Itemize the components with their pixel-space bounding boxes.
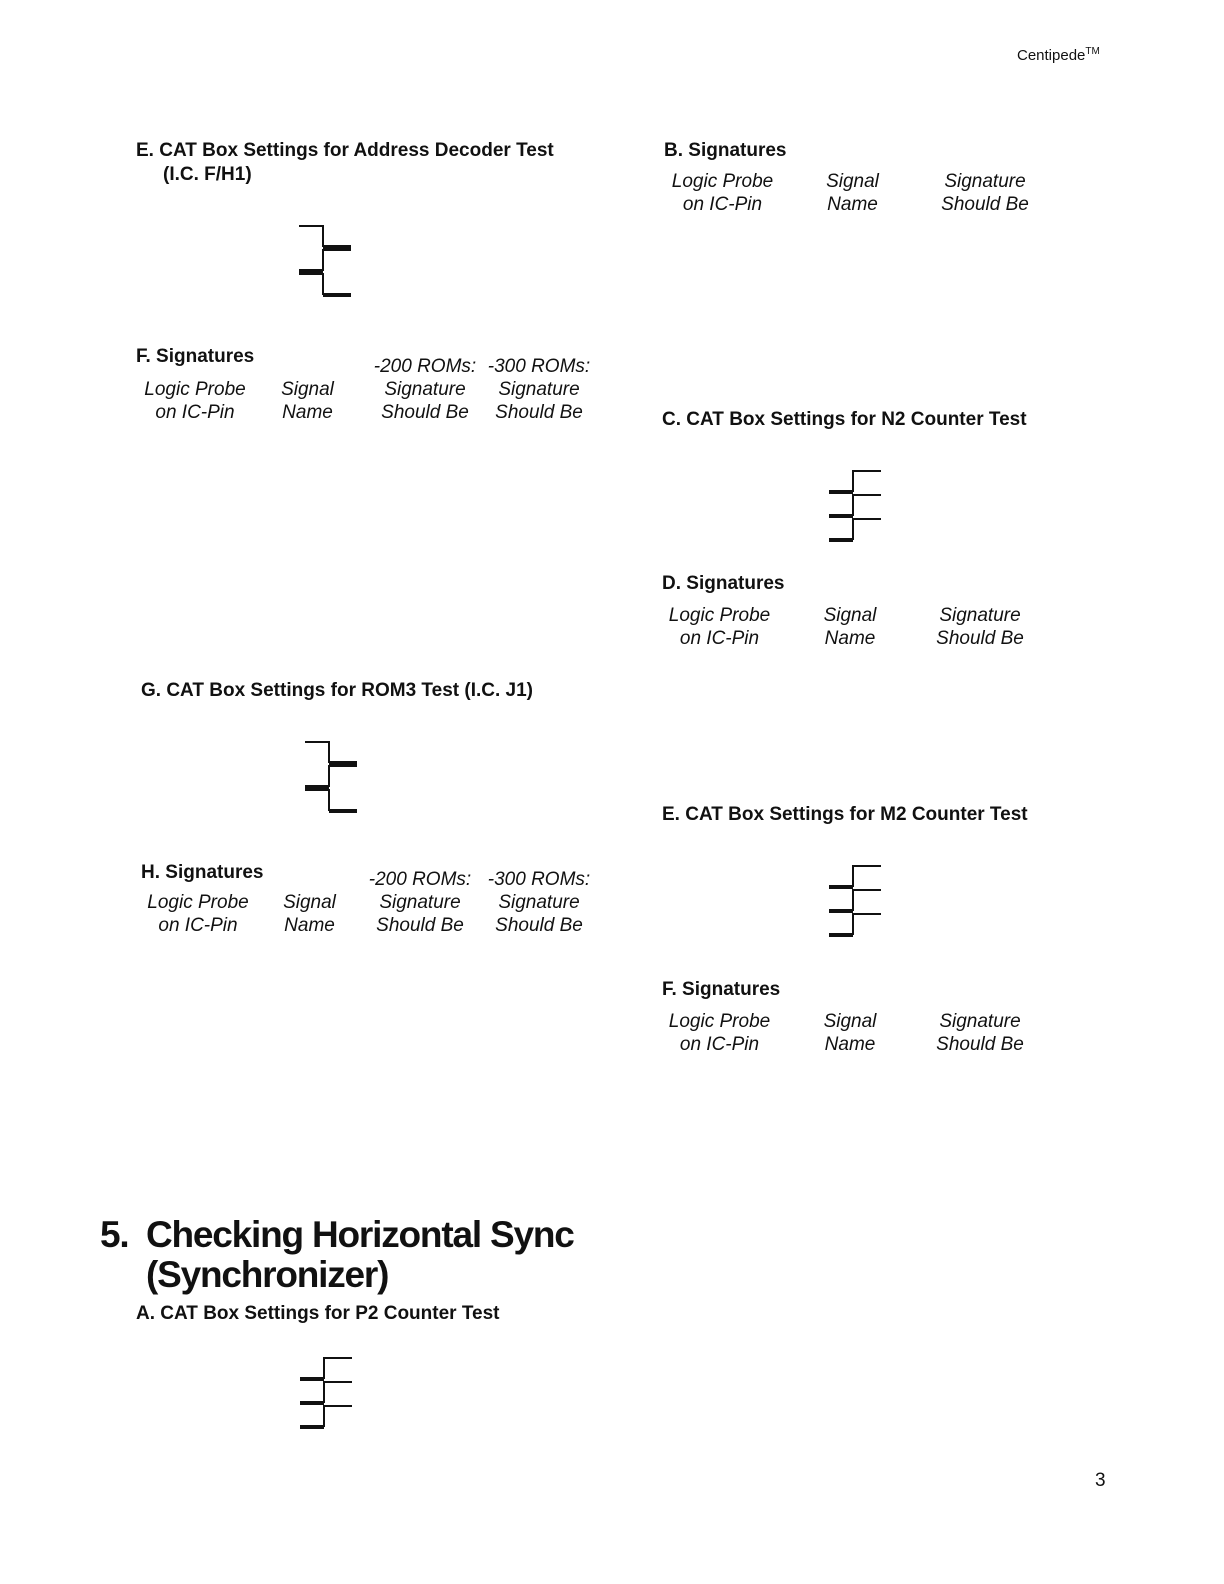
f_right-col-0: Logic Probe on IC-Pin <box>668 1011 771 1055</box>
section-a-left-title: A. CAT Box Settings for P2 Counter Test <box>136 1303 500 1324</box>
h_left-col-1: Signal Name <box>283 892 336 936</box>
chapter-title-line1: Checking Horizontal Sync <box>146 1214 574 1255</box>
b_right-col-0: Logic Probe on IC-Pin <box>671 171 774 215</box>
section-g-left-title: G. CAT Box Settings for ROM3 Test (I.C. J1) <box>141 680 533 701</box>
section-e-left-title: E. CAT Box Settings for Address Decoder Test <box>136 140 554 161</box>
e_left-trigger-rising-icon-waveform <box>299 250 351 272</box>
g_left-trigger-falling-icon-waveform <box>305 742 357 764</box>
section-e-right-title: E. CAT Box Settings for M2 Counter Test <box>662 804 1028 825</box>
running-header <box>1017 46 1100 64</box>
g_left-trigger-falling-icon <box>301 786 361 816</box>
chapter-title-line2: (Synchronizer) <box>146 1254 389 1295</box>
a_left-trigger-rising-icon-waveform <box>300 1382 352 1404</box>
section-d-right-title: D. Signatures <box>662 573 785 594</box>
a_left-trigger-rising-icon <box>296 1402 356 1432</box>
section-c-right-title: C. CAT Box Settings for N2 Counter Test <box>662 409 1027 430</box>
e_right-trigger-rising-icon <box>825 910 885 940</box>
e_left-trigger-falling-icon <box>295 270 355 300</box>
f_right-col-2: Signature Should Be <box>936 1011 1024 1055</box>
f_left-col-2: -200 ROMs: Signature Should Be <box>373 356 477 423</box>
c_right-trigger-rising-icon-waveform <box>829 471 881 493</box>
d_right-col-0: Logic Probe on IC-Pin <box>668 605 771 649</box>
chapter-number: 5. <box>100 1214 129 1255</box>
d_right-col-1: Signal Name <box>823 605 877 649</box>
f_left-col-0: Logic Probe on IC-Pin <box>144 379 246 423</box>
f_right-col-1: Signal Name <box>823 1011 877 1055</box>
g_left-trigger-falling-icon-waveform <box>305 790 357 812</box>
d_right-col-2: Signature Should Be <box>936 605 1024 649</box>
c_right-trigger-rising-icon <box>825 515 885 545</box>
section-e-left-subtitle: (I.C. F/H1) <box>163 164 252 185</box>
e_right-trigger-rising-icon-waveform <box>829 890 881 912</box>
b_right-col-2: Signature Should Be <box>941 171 1029 215</box>
trademark-mark: TM <box>1085 46 1100 57</box>
a_left-trigger-rising-icon-waveform <box>300 1406 352 1428</box>
c_right-trigger-rising-icon-waveform <box>829 495 881 517</box>
g_left-trigger-rising-icon-waveform <box>305 766 357 788</box>
h_left-col-2: -200 ROMs: Signature Should Be <box>368 869 472 936</box>
f_left-col-3: -300 ROMs: Signature Should Be <box>487 356 591 423</box>
section-b-right-title: B. Signatures <box>664 140 787 161</box>
b_right-col-1: Signal Name <box>826 171 879 215</box>
h_left-col-0: Logic Probe on IC-Pin <box>147 892 249 936</box>
section-h-left-title: H. Signatures <box>141 862 264 883</box>
e_left-trigger-falling-icon-waveform <box>299 226 351 248</box>
e_right-trigger-rising-icon-waveform <box>829 914 881 936</box>
f_left-col-1: Signal Name <box>281 379 334 423</box>
page-number: 3 <box>1095 1470 1106 1491</box>
running-title: Centipede <box>1017 47 1086 64</box>
e_right-trigger-rising-icon-waveform <box>829 866 881 888</box>
e_left-trigger-falling-icon-waveform <box>299 274 351 296</box>
c_right-trigger-rising-icon-waveform <box>829 519 881 541</box>
section-f-right-title: F. Signatures <box>662 979 781 1000</box>
h_left-col-3: -300 ROMs: Signature Should Be <box>487 869 591 936</box>
a_left-trigger-rising-icon-waveform <box>300 1358 352 1380</box>
section-f-left-title: F. Signatures <box>136 346 255 367</box>
